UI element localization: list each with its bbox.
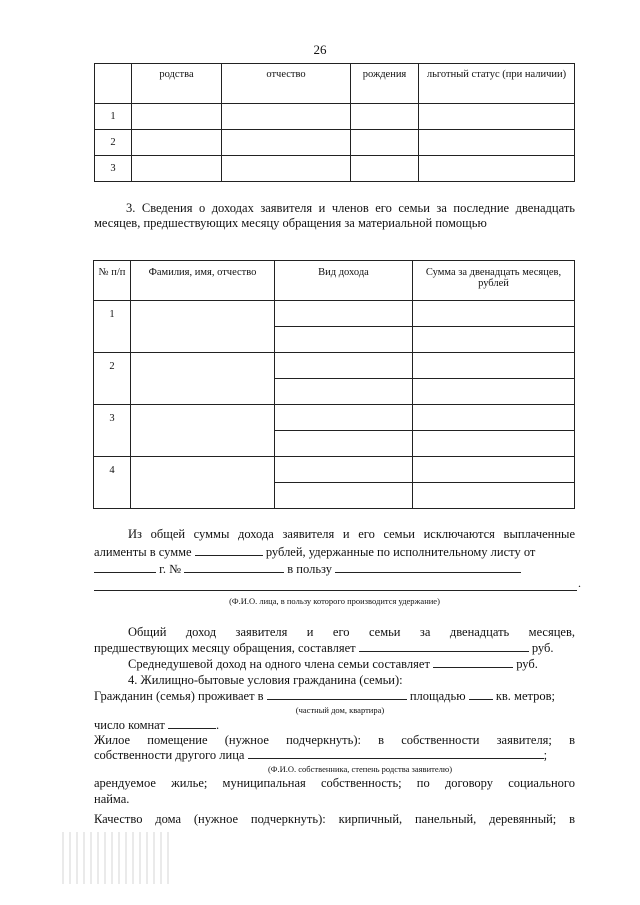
table2-row-num: 4 [94, 457, 131, 509]
alimony-number-field[interactable] [184, 572, 284, 573]
table2-header-fullname: Фамилия, имя, отчество [131, 261, 275, 301]
table1-header-birth: рождения [351, 64, 419, 104]
owner-field[interactable] [248, 758, 544, 759]
table1-header-benefit-status: льготный статус (при наличии) [419, 64, 575, 104]
alimony-date-field[interactable] [94, 572, 156, 573]
rooms-field[interactable] [168, 728, 216, 729]
rent-line2: найма. [94, 792, 130, 806]
alimony-recipient-line[interactable] [94, 590, 577, 591]
income-line1: Общий доход заявителя и его семьи за двенадцать месяцев, [128, 625, 575, 639]
table2-header-income-type: Вид дохода [275, 261, 413, 301]
rent-line1: арендуемое жилье; муниципальная собственность; по договору социального [94, 776, 575, 790]
page-number: 26 [313, 42, 327, 57]
table1-header-patronymic: отчество [222, 64, 351, 104]
table1-header-num [95, 64, 132, 104]
quality-line: Качество дома (нужное подчеркнуть): кирпичный, панельный, деревянный; в [94, 812, 575, 826]
owner-caption: (Ф.И.О. собственника, степень родства заявителю) [267, 764, 453, 774]
table1-header-kinship: родства [132, 64, 222, 104]
income-line2: предшествующих месяцу обращения, составляет руб. [94, 641, 554, 655]
area-field[interactable] [469, 699, 493, 700]
rooms-line: число комнат . [94, 718, 220, 732]
premises-line1: Жилое помещение (нужное подчеркнуть): в собственности заявителя; в [94, 733, 575, 747]
family-members-table [94, 63, 575, 182]
alimony-line3: г. № в пользу [94, 562, 575, 577]
avg-income-line: Среднедушевой доход на одного члена семьи составляет руб. [128, 657, 538, 671]
income-table [93, 260, 575, 509]
section3-text: 3. Сведения о доходах заявителя и членов его семьи за последние двенадцать месяцев, предшествующих месяцу обращения за материальной помощью [94, 201, 575, 230]
premises-line2: собственности другого лица ; [94, 748, 548, 762]
table2-row-num: 3 [94, 405, 131, 457]
table1-row-num: 3 [95, 156, 132, 182]
scan-artifact [62, 832, 172, 884]
table2-header-sum: Сумма за двенадцать месяцев, рублей [413, 261, 575, 301]
alimony-recipient-field[interactable] [335, 572, 521, 573]
table2-row-num: 2 [94, 353, 131, 405]
alimony-line1: Из общей суммы дохода заявителя и его семьи исключаются выплаченные [128, 527, 575, 541]
table1-row-num: 1 [95, 104, 132, 130]
alimony-sum-field[interactable] [195, 555, 263, 556]
alimony-caption: (Ф.И.О. лица, в пользу которого производится удержание) [229, 596, 440, 606]
table1-row-num: 2 [95, 130, 132, 156]
table2-header-num: № п/п [94, 261, 131, 301]
alimony-line2: алименты в сумме рублей, удержанные по исполнительному листу от [94, 545, 536, 559]
section4-title: 4. Жилищно-бытовые условия гражданина (семьи): [128, 673, 403, 687]
housing-caption: (частный дом, квартира) [295, 705, 385, 715]
lives-line: Гражданин (семья) проживает в площадью кв. метров; [94, 689, 555, 703]
housing-type-field[interactable] [267, 699, 407, 700]
total-income-field[interactable] [359, 651, 529, 652]
table2-row-num: 1 [94, 301, 131, 353]
avg-income-field[interactable] [433, 667, 513, 668]
